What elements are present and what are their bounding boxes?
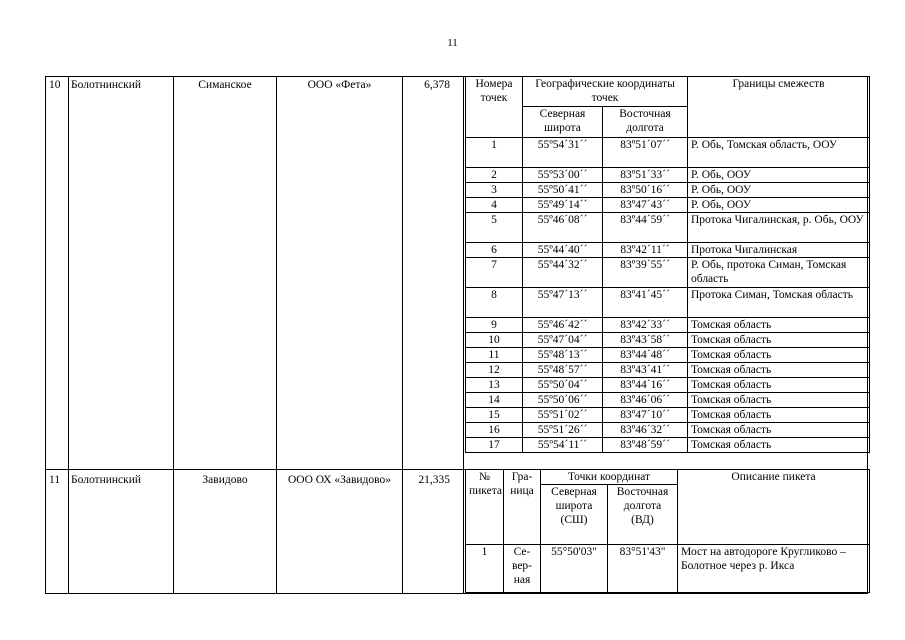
- borders-cell: Протока Симан, Томская область: [688, 288, 870, 318]
- borders-cell: Томская область: [688, 408, 870, 423]
- row11-number: 11: [49, 474, 61, 486]
- table-row: [466, 258, 870, 288]
- borders-cell: Томская область: [688, 333, 870, 348]
- point-number: 17: [466, 438, 523, 453]
- point-number: 6: [466, 243, 523, 258]
- table-row: [466, 545, 870, 593]
- picket-number: 1: [466, 545, 504, 593]
- table-row: [466, 198, 870, 213]
- longitude-cell: 83º50´16´´: [603, 183, 688, 198]
- table-row: [466, 408, 870, 423]
- header-latitude-sh: Северная широта (СШ): [541, 485, 608, 545]
- latitude-cell: 55º47´13´´: [523, 288, 603, 318]
- row11-district: Болотнинский: [71, 474, 142, 486]
- borders-cell: Томская область: [688, 318, 870, 333]
- point-number: 13: [466, 378, 523, 393]
- latitude-cell: 55º48´13´´: [523, 348, 603, 363]
- col-divider: [402, 77, 403, 593]
- borders-cell: Р. Обь, ООУ: [688, 183, 870, 198]
- point-number: 9: [466, 318, 523, 333]
- longitude-cell: 83º51´33´´: [603, 168, 688, 183]
- table-row: [466, 168, 870, 183]
- borders-cell: Томская область: [688, 438, 870, 453]
- longitude-cell: 83º44´59´´: [603, 213, 688, 243]
- longitude-cell: 83º43´58´´: [603, 333, 688, 348]
- point-number: 10: [466, 333, 523, 348]
- latitude-cell: 55º54´31´´: [523, 138, 603, 168]
- header-longitude-vd: Восточная долгота (ВД): [608, 485, 678, 545]
- borders-cell: Томская область: [688, 393, 870, 408]
- longitude-cell: 83º47´43´´: [603, 198, 688, 213]
- col-divider: [463, 77, 464, 593]
- longitude-cell: 83°51'43": [608, 545, 678, 593]
- borders-cell: Томская область: [688, 363, 870, 378]
- longitude-cell: 83º44´48´´: [603, 348, 688, 363]
- point-number: 15: [466, 408, 523, 423]
- borders-cell: Р. Обь, ООУ: [688, 168, 870, 183]
- latitude-cell: 55º49´14´´: [523, 198, 603, 213]
- table-row: [466, 438, 870, 453]
- table-row: [466, 348, 870, 363]
- borders-cell: Томская область: [688, 423, 870, 438]
- table-row: [466, 363, 870, 378]
- col-divider: [68, 77, 69, 593]
- row10-district: Болотнинский: [71, 79, 142, 91]
- header-points: Номера точек: [466, 77, 523, 138]
- header-picket-desc: Описание пикета: [678, 470, 870, 545]
- row10-coord-table: [465, 76, 870, 453]
- row11-area: 21,335: [418, 474, 450, 486]
- picket-border: Се-вер-ная: [504, 545, 541, 593]
- page-number: 11: [447, 37, 458, 49]
- latitude-cell: 55º47´04´´: [523, 333, 603, 348]
- borders-cell: Томская область: [688, 348, 870, 363]
- longitude-cell: 83º48´59´´: [603, 438, 688, 453]
- latitude-cell: 55º44´32´´: [523, 258, 603, 288]
- latitude-cell: 55º54´11´´: [523, 438, 603, 453]
- point-number: 14: [466, 393, 523, 408]
- point-number: 11: [466, 348, 523, 363]
- table-row: [466, 213, 870, 243]
- longitude-cell: 83º47´10´´: [603, 408, 688, 423]
- row10-area: 6,378: [424, 79, 450, 91]
- row11-owner: ООО ОХ «Завидово»: [287, 474, 392, 486]
- borders-cell: Томская область: [688, 378, 870, 393]
- borders-cell: Р. Обь, Томская область, ООУ: [688, 138, 870, 168]
- table-row: [466, 138, 870, 168]
- col-divider: [173, 77, 174, 593]
- table-row: [466, 393, 870, 408]
- longitude-cell: 83º42´11´´: [603, 243, 688, 258]
- latitude-cell: 55º51´26´´: [523, 423, 603, 438]
- table-row: [466, 378, 870, 393]
- row11-coord-table: [465, 469, 870, 593]
- header-picket-no: № пикета: [466, 470, 504, 545]
- main-table: [45, 76, 868, 594]
- borders-cell: Протока Чигалинская: [688, 243, 870, 258]
- latitude-cell: 55º50´04´´: [523, 378, 603, 393]
- longitude-cell: 83º42´33´´: [603, 318, 688, 333]
- header-latitude: Северная широта: [523, 107, 603, 138]
- row10-number: 10: [49, 79, 61, 91]
- longitude-cell: 83º46´06´´: [603, 393, 688, 408]
- header-border: Гра-ница: [504, 470, 541, 545]
- longitude-cell: 83º51´07´´: [603, 138, 688, 168]
- latitude-cell: 55°50'03": [541, 545, 608, 593]
- latitude-cell: 55º48´57´´: [523, 363, 603, 378]
- point-number: 5: [466, 213, 523, 243]
- header-geo-coords: Географические координаты точек: [523, 77, 688, 107]
- point-number: 2: [466, 168, 523, 183]
- header-borders: Границы смежеств: [688, 77, 870, 138]
- table-row: [466, 423, 870, 438]
- col-divider: [276, 77, 277, 593]
- row11-name: Завидово: [202, 474, 248, 486]
- point-number: 7: [466, 258, 523, 288]
- row-divider: [46, 469, 465, 470]
- point-number: 12: [466, 363, 523, 378]
- longitude-cell: 83º44´16´´: [603, 378, 688, 393]
- point-number: 1: [466, 138, 523, 168]
- latitude-cell: 55º46´08´´: [523, 213, 603, 243]
- longitude-cell: 83º41´45´´: [603, 288, 688, 318]
- latitude-cell: 55º50´41´´: [523, 183, 603, 198]
- header-coords: Точки координат: [541, 470, 678, 485]
- latitude-cell: 55º51´02´´: [523, 408, 603, 423]
- latitude-cell: 55º53´00´´: [523, 168, 603, 183]
- row10-owner: ООО «Фета»: [307, 79, 372, 91]
- point-number: 3: [466, 183, 523, 198]
- picket-description: Мост на автодороге Кругликово – Болотное через р. Икса: [678, 545, 870, 593]
- header-longitude: Восточная долгота: [603, 107, 688, 138]
- point-number: 4: [466, 198, 523, 213]
- borders-cell: Р. Обь, протока Симан, Томская область: [688, 258, 870, 288]
- longitude-cell: 83º46´32´´: [603, 423, 688, 438]
- table-row: [466, 288, 870, 318]
- point-number: 8: [466, 288, 523, 318]
- row10-name: Симанское: [198, 79, 252, 91]
- latitude-cell: 55º44´40´´: [523, 243, 603, 258]
- latitude-cell: 55º50´06´´: [523, 393, 603, 408]
- table-row: [466, 318, 870, 333]
- longitude-cell: 83º39´55´´: [603, 258, 688, 288]
- latitude-cell: 55º46´42´´: [523, 318, 603, 333]
- table-row: [466, 183, 870, 198]
- borders-cell: Р. Обь, ООУ: [688, 198, 870, 213]
- table-row: [466, 333, 870, 348]
- table-row: [466, 243, 870, 258]
- borders-cell: Протока Чигалинская, р. Обь, ООУ: [688, 213, 870, 243]
- longitude-cell: 83º43´41´´: [603, 363, 688, 378]
- point-number: 16: [466, 423, 523, 438]
